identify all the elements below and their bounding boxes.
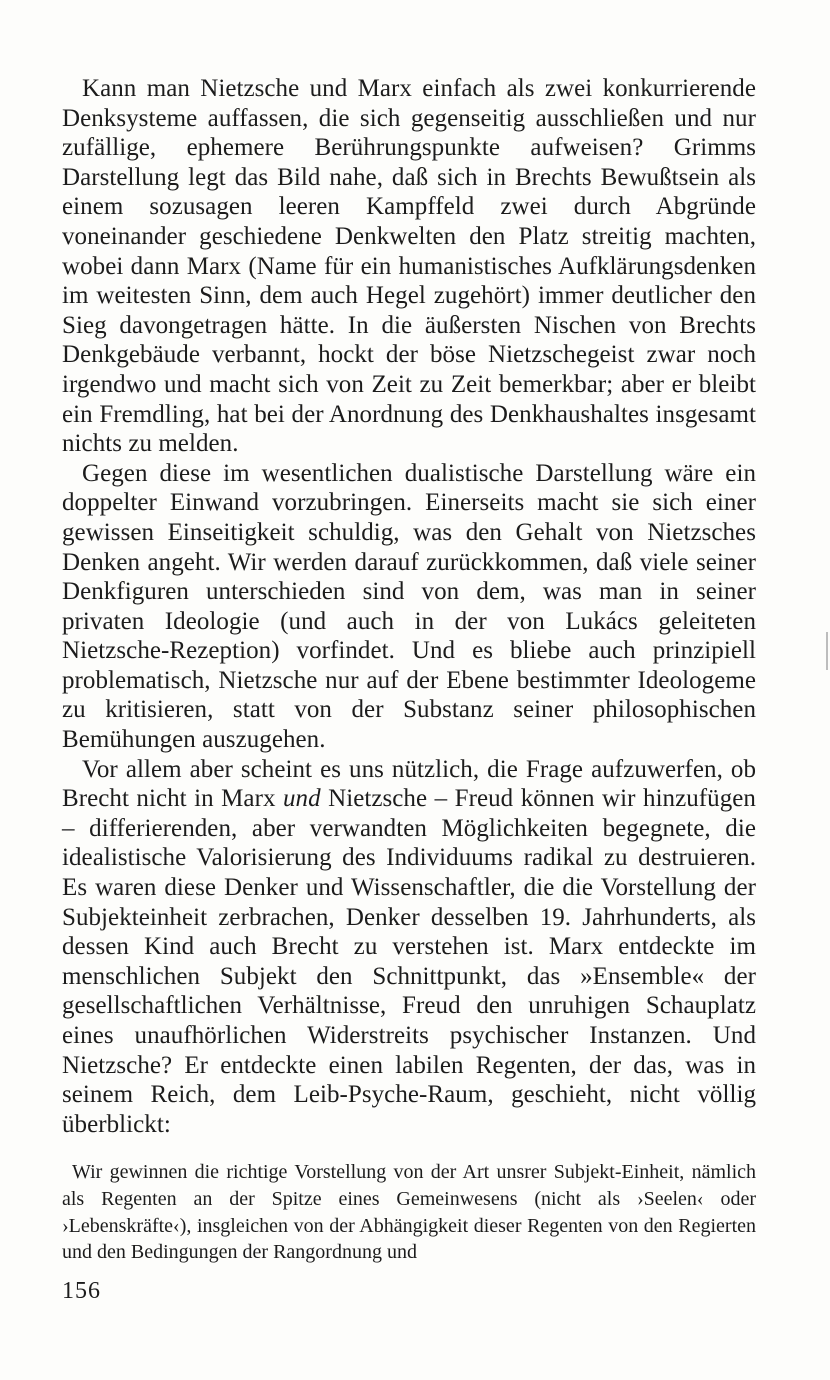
page-content (62, 74, 756, 1266)
page-number: 156 (62, 1278, 101, 1304)
emphasis-und: und (282, 785, 321, 813)
paragraph-2: Gegen diese im wesentlichen dualistische Darstellung wäre ein doppelter Einwand vorzubringen. Einerseits macht sie sich einer gewissen Einseitigkeit schuldig, was den Gehalt von Nietzsches Denken angeht. Wir werden darauf zurückkommen, daß viele seiner Denkfiguren unterschieden sind von dem, was man in seiner privaten Ideologie (und auch in der von Lukács geleiteten Nietzsche-Rezeption) vorfindet. Und es bliebe auch prinzipiell problematisch, Nietzsche nur auf der Ebene bestimmter Ideologeme zu kritisieren, statt von der Substanz seiner philosophischen Bemühungen auszugehen. (62, 459, 756, 754)
quote-text: Wir gewinnen die richtige Vorstellung von der Art unsrer Subjekt-Einheit, nämlich als Regenten an der Spitze eines Gemeinwesens (nicht als ›Seelen‹ oder ›Lebenskräfte‹), insgleichen von der Abhängigkeit dieser Regenten von den Regierten und den Bedingungen der Rangordnung und (62, 1161, 756, 1264)
paragraph-3 (62, 755, 756, 1140)
page-edge-mark (826, 632, 828, 670)
paragraph-3-rest: Nietzsche – Freud können wir hinzufügen – differierenden, aber verwandten Möglichkeiten begegnete, die idealistische Valorisierung des Individuums radikal zu destruieren. Es waren diese Denker und Wissenschaftler, die die Vorstellung der Subjekteinheit zerbrachen, Denker desselben 19. Jahrhunderts, als dessen Kind auch Brecht zu verstehen ist. Marx entdeckte im menschlichen Subjekt den Schnittpunkt, das »Ensemble« der gesellschaftlichen Verhältnisse, Freud den unruhigen Schauplatz eines unaufhörlichen Widerstreits psychischer Instanzen. Und Nietzsche? Er entdeckte einen labilen Regenten, der das, was in seinem Reich, dem Leib-Psyche-Raum, geschieht, nicht völlig überblickt: (62, 785, 756, 1138)
block-quote (62, 1159, 756, 1265)
paragraph-3-start: Vor allem aber scheint es uns nützlich, die Frage aufzuwerfen, ob Brecht nicht in Marx (62, 755, 756, 813)
body-text (62, 74, 756, 1139)
paragraph-1: Kann man Nietzsche und Marx einfach als zwei konkurrierende Denksysteme auffassen, die sich gegenseitig ausschließen und nur zufällige, ephemere Berührungspunkte aufweisen? Grimms Darstellung legt das Bild nahe, daß sich in Brechts Bewußtsein als einem sozusagen leeren Kampffeld zwei durch Abgründe voneinander geschiedene Denkwelten den Platz streitig machten, wobei dann Marx (Name für ein humanistisches Aufklärungsdenken im weitesten Sinn, dem auch Hegel zugehört) immer deutlicher den Sieg davongetragen hätte. In die äußersten Nischen von Brechts Denkgebäude verbannt, hockt der böse Nietzschegeist zwar noch irgendwo und macht sich von Zeit zu Zeit bemerkbar; aber er bleibt ein Fremdling, hat bei der Anordnung des Denkhaushaltes insgesamt nichts zu melden. (62, 75, 756, 458)
